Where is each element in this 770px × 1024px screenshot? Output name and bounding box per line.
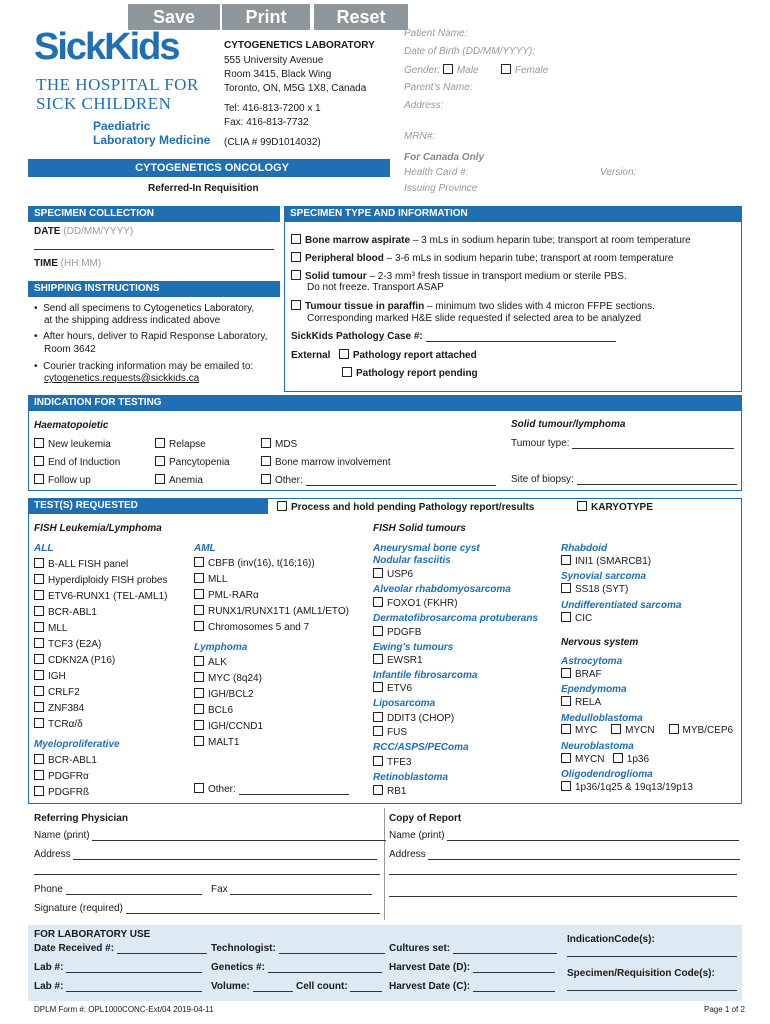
tumour-type-field[interactable]: Tumour type: xyxy=(511,438,734,449)
solid-tumour-option[interactable]: Solid tumour – 2-3 mm³ fresh tissue in transport medium or sterile PBS. xyxy=(291,270,627,282)
specimen-code-field[interactable]: Specimen/Requisition Code(s): xyxy=(567,968,715,979)
volume-field[interactable]: Volume: xyxy=(211,981,293,992)
synovial-heading: Synovial sarcoma xyxy=(561,571,647,582)
all-item[interactable]: MLL xyxy=(34,622,67,634)
karyotype-checkbox[interactable]: KARYOTYPE xyxy=(577,501,653,513)
peripheral-blood-option[interactable]: Peripheral blood – 3-6 mLs in sodium heparin tube; transport at room temperature xyxy=(291,252,674,264)
follow-up-checkbox[interactable]: Follow up xyxy=(34,474,91,486)
mds-checkbox[interactable]: MDS xyxy=(261,438,297,450)
form-title: CYTOGENETICS ONCOLOGY xyxy=(28,159,390,177)
all-item[interactable]: TCRα/δ xyxy=(34,718,83,730)
myelo-item[interactable]: PDGFRα xyxy=(34,770,89,782)
cultures-field[interactable]: Cultures set: xyxy=(389,943,557,954)
anemia-checkbox[interactable]: Anemia xyxy=(155,474,203,486)
site-biopsy-field[interactable]: Site of biopsy: xyxy=(511,474,737,485)
lab-addr1: 555 University Avenue xyxy=(224,55,324,66)
liposarcoma-heading: Liposarcoma xyxy=(373,698,436,709)
cell-count-field[interactable]: Cell count: xyxy=(296,981,382,992)
all-item[interactable]: CDKN2A (P16) xyxy=(34,654,115,666)
paraffin-option[interactable]: Tumour tissue in paraffin – minimum two slides with 4 micron FFPE sections. xyxy=(291,300,655,312)
aml-item[interactable]: PML-RARα xyxy=(194,589,259,601)
ependymoma-heading: Ependymoma xyxy=(561,684,627,695)
form-subtitle: Referred-In Requisition xyxy=(148,183,259,194)
aml-heading: AML xyxy=(194,543,216,554)
myelo-heading: Myeloproliferative xyxy=(34,739,120,750)
copy-title: Copy of Report xyxy=(389,813,462,824)
nervous-heading: Nervous system xyxy=(561,637,639,648)
medullo-options[interactable]: MYC MYCN MYB/CEP6 xyxy=(561,724,733,736)
logo-dept2: Laboratory Medicine xyxy=(93,133,211,147)
ship-item-2: • After hours, deliver to Rapid Response Laboratory, xyxy=(34,331,268,342)
pathology-case-field[interactable]: SickKids Pathology Case #: xyxy=(291,331,616,342)
male-checkbox[interactable] xyxy=(443,64,453,74)
ddit3-checkbox[interactable]: DDIT3 (CHOP) xyxy=(373,712,454,724)
print-button[interactable]: Print xyxy=(222,4,310,30)
aneurysmal-heading: Aneurysmal bone cyst xyxy=(373,543,480,554)
codel-checkbox[interactable]: 1p36/1q25 & 19q13/19p13 xyxy=(561,781,693,793)
lymphoma-heading: Lymphoma xyxy=(194,642,248,653)
logo-line1: THE HOSPITAL FOR xyxy=(36,75,199,94)
date-line xyxy=(34,249,274,250)
usp6-checkbox[interactable]: USP6 xyxy=(373,568,413,580)
haem-label: Haematopoietic xyxy=(34,420,109,431)
lab-fax: Fax: 416-813-7732 xyxy=(224,117,309,128)
tfe3-checkbox[interactable]: TFE3 xyxy=(373,756,411,768)
lab-clia: (CLIA # 99D1014032) xyxy=(224,137,321,148)
copy-address-line2[interactable] xyxy=(389,874,737,875)
fus-checkbox[interactable]: FUS xyxy=(373,726,407,738)
specimen-type-header: SPECIMEN TYPE AND INFORMATION xyxy=(284,206,742,222)
myelo-item[interactable]: BCR-ABL1 xyxy=(34,754,97,766)
mrn-label: MRN#: xyxy=(404,131,436,142)
canada-label: For Canada Only xyxy=(404,152,485,163)
solid-tumour-note: Do not freeze. Transport ASAP xyxy=(307,282,444,293)
alveolar-heading: Alveolar rhabdomyosarcoma xyxy=(373,584,511,595)
aml-item[interactable]: Chromosomes 5 and 7 xyxy=(194,621,309,633)
logo-dept1: Paediatric xyxy=(93,119,151,133)
copy-address-line3[interactable] xyxy=(389,896,737,897)
physician-title: Referring Physician xyxy=(34,813,128,824)
rcc-heading: RCC/ASPS/PEComa xyxy=(373,742,469,753)
bone-marrow-option[interactable]: Bone marrow aspirate – 3 mLs in sodium heparin tube; transport at room temperature xyxy=(291,234,691,246)
address-label: Address: xyxy=(404,100,444,111)
dfsp-heading: Dermatofibrosarcoma protuberans xyxy=(373,613,539,624)
date-field[interactable]: DATE (DD/MM/YYYY) xyxy=(34,226,134,237)
process-hold-checkbox[interactable]: Process and hold pending Pathology report/results xyxy=(277,501,534,513)
form-number: DPLM Form #: OPL1000CONC-Ext/04 2019-04-11 xyxy=(34,1005,214,1014)
female-checkbox[interactable] xyxy=(501,64,511,74)
all-item[interactable]: TCF3 (E2A) xyxy=(34,638,101,650)
email-link[interactable]: cytogenetics.requests@sickkids.ca xyxy=(44,373,200,384)
lab-number-2-field[interactable]: Lab #: xyxy=(34,981,202,992)
physician-fax-field[interactable]: Fax xyxy=(211,884,372,895)
lymph-item[interactable]: IGH/BCL2 xyxy=(194,688,254,700)
lab-use-title: FOR LABORATORY USE xyxy=(34,929,151,940)
date-received-field[interactable]: Date Received #: xyxy=(34,943,207,954)
logo-line2: SICK CHILDREN xyxy=(36,94,172,113)
lymph-item[interactable]: MALT1 xyxy=(194,736,240,748)
ship-item-1b: at the shipping address indicated above xyxy=(44,315,221,326)
lab-addr3: Toronto, ON, M5G 1X8, Canada xyxy=(224,83,367,94)
harvest-c-field[interactable]: Harvest Date (C): xyxy=(389,981,555,992)
aml-item[interactable]: RUNX1/RUNX1T1 (AML1/ETO) xyxy=(194,605,349,617)
lab-tel: Tel: 416-813-7200 x 1 xyxy=(224,103,321,114)
solid-tumour-label: Solid tumour/lymphoma xyxy=(511,419,626,430)
indication-code-field[interactable]: IndicationCode(s): xyxy=(567,934,655,945)
fish-solid-title: FISH Solid tumours xyxy=(373,523,466,534)
ss18-checkbox[interactable]: SS18 (SYT) xyxy=(561,583,628,595)
infantile-heading: Infantile fibrosarcoma xyxy=(373,670,478,681)
retinoblastoma-heading: Retinoblastoma xyxy=(373,772,449,783)
harvest-d-field[interactable]: Harvest Date (D): xyxy=(389,962,555,973)
pathology-attached-option[interactable]: External Pathology report attached xyxy=(291,350,477,361)
sickkids-logo: SickKids xyxy=(34,26,179,68)
cic-checkbox[interactable]: CIC xyxy=(561,612,592,624)
pdgfb-checkbox[interactable]: PDGFB xyxy=(373,626,421,638)
rb1-checkbox[interactable]: RB1 xyxy=(373,785,406,797)
neuro-options[interactable]: MYCN 1p36 xyxy=(561,753,649,765)
lymph-item[interactable]: ALK xyxy=(194,656,227,668)
physician-phone-field[interactable]: Phone xyxy=(34,884,202,895)
ship-item-1: • Send all specimens to Cytogenetics Laboratory, xyxy=(34,303,255,314)
all-item[interactable]: BCR-ABL1 xyxy=(34,606,97,618)
indication-header: INDICATION FOR TESTING xyxy=(28,395,742,411)
all-item[interactable]: CRLF2 xyxy=(34,686,80,698)
lab-title: CYTOGENETICS LABORATORY xyxy=(224,40,375,51)
aml-item[interactable]: CBFB (inv(16), t(16;16)) xyxy=(194,557,315,569)
health-card-label: Health Card #: xyxy=(404,167,469,178)
nodular-heading: Nodular fasciitis xyxy=(373,555,451,566)
physician-address-line2[interactable] xyxy=(34,874,380,875)
specimen-collection-header: SPECIMEN COLLECTION xyxy=(28,206,280,222)
other-indication-field[interactable]: Other: xyxy=(261,474,496,486)
parent-label: Parent's Name: xyxy=(404,82,473,93)
indication-code-line[interactable] xyxy=(567,956,737,957)
end-induction-checkbox[interactable]: End of Induction xyxy=(34,456,120,468)
ewsr1-checkbox[interactable]: EWSR1 xyxy=(373,654,423,666)
paraffin-note: Corresponding marked H&E slide requested if selected area to be analyzed xyxy=(307,313,642,324)
all-heading: ALL xyxy=(34,543,54,554)
all-item[interactable]: B-ALL FISH panel xyxy=(34,558,128,570)
ship-item-3: • Courier tracking information may be emailed to: xyxy=(34,361,254,372)
pathology-pending-option[interactable]: Pathology report pending xyxy=(342,367,478,379)
save-button[interactable]: Save xyxy=(128,4,220,30)
lab-addr2: Room 3415, Black Wing xyxy=(224,69,332,80)
all-item[interactable]: Hyperdiploidy FISH probes xyxy=(34,574,168,586)
etv6-checkbox[interactable]: ETV6 xyxy=(373,682,412,694)
ini1-checkbox[interactable]: INI1 (SMARCB1) xyxy=(561,555,651,567)
dob-label: Date of Birth (DD/MM/YYYY): xyxy=(404,46,536,57)
astrocytoma-heading: Astrocytoma xyxy=(561,656,623,667)
copy-name-field[interactable]: Name (print) xyxy=(389,830,739,841)
ship-item-2b: Room 3642 xyxy=(44,344,96,355)
reset-button[interactable]: Reset xyxy=(314,4,408,30)
all-item[interactable]: IGH xyxy=(34,670,66,682)
ewing-heading: Ewing's tumours xyxy=(373,642,454,653)
aml-item[interactable]: MLL xyxy=(194,573,227,585)
page-number: Page 1 of 2 xyxy=(704,1005,745,1014)
undiff-heading: Undifferentiated sarcoma xyxy=(561,600,682,611)
physician-address-field[interactable]: Address xyxy=(34,849,377,860)
lymph-item[interactable]: BCL6 xyxy=(194,704,233,716)
bm-involvement-checkbox[interactable]: Bone marrow involvement xyxy=(261,456,391,468)
version-label: Version: xyxy=(600,167,637,178)
province-label: Issuing Province xyxy=(404,183,478,194)
tests-header: TEST(S) REQUESTED xyxy=(28,498,268,514)
all-item[interactable]: ETV6-RUNX1 (TEL-AML1) xyxy=(34,590,167,602)
lymph-item[interactable]: MYC (8q24) xyxy=(194,672,262,684)
specimen-code-line[interactable] xyxy=(567,990,737,991)
rhabdoid-heading: Rhabdoid xyxy=(561,543,608,554)
myelo-item[interactable]: PDGFRß xyxy=(34,786,89,798)
lab-number-field[interactable]: Lab #: xyxy=(34,962,202,973)
new-leukemia-checkbox[interactable]: New leukemia xyxy=(34,438,111,450)
other-test-field[interactable]: Other: xyxy=(194,783,349,795)
technologist-field[interactable]: Technologist: xyxy=(211,943,385,954)
copy-address-field[interactable]: Address xyxy=(389,849,740,860)
medullo-heading: Medulloblastoma xyxy=(561,713,643,724)
gender-label: Gender: Male Female xyxy=(404,65,549,76)
oligo-heading: Oligodendroglioma xyxy=(561,769,653,780)
braf-checkbox[interactable]: BRAF xyxy=(561,668,602,680)
genetics-number-field[interactable]: Genetics #: xyxy=(211,962,382,973)
neuroblastoma-heading: Neuroblastoma xyxy=(561,741,634,752)
signature-field[interactable]: Signature (required) xyxy=(34,903,380,914)
relapse-checkbox[interactable]: Relapse xyxy=(155,438,206,450)
physician-name-field[interactable]: Name (print) xyxy=(34,830,386,841)
physician-divider xyxy=(384,808,385,920)
pancytopenia-checkbox[interactable]: Pancytopenia xyxy=(155,456,230,468)
patient-name-label: Patient Name: xyxy=(404,28,468,39)
time-field[interactable]: TIME (HH:MM) xyxy=(34,258,102,269)
lymph-item[interactable]: IGH/CCND1 xyxy=(194,720,263,732)
rela-checkbox[interactable]: RELA xyxy=(561,696,601,708)
foxo1-checkbox[interactable]: FOXO1 (FKHR) xyxy=(373,597,458,609)
shipping-header: SHIPPING INSTRUCTIONS xyxy=(28,281,280,297)
all-item[interactable]: ZNF384 xyxy=(34,702,84,714)
fish-leukemia-title: FISH Leukemia/Lymphoma xyxy=(34,523,162,534)
